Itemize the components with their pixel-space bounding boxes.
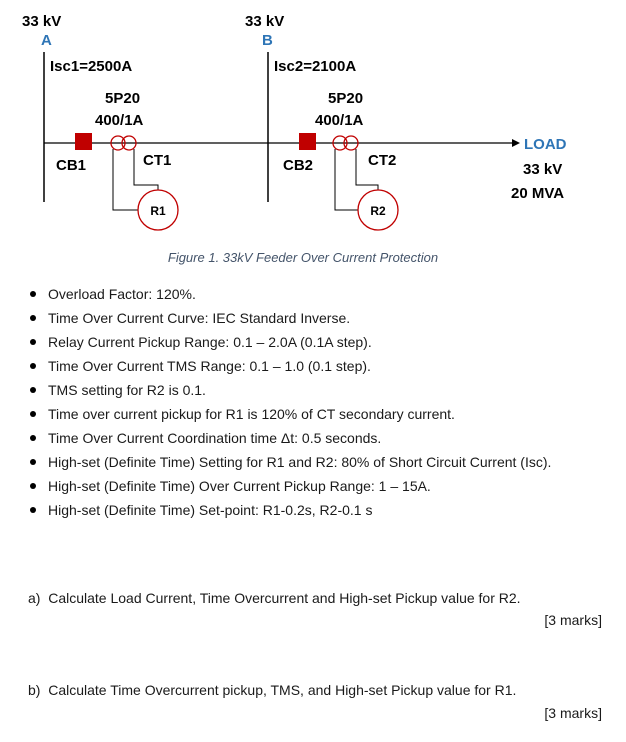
ct2-label: CT2: [368, 152, 397, 169]
figure-caption: Figure 1. 33kV Feeder Over Current Protection: [167, 250, 439, 265]
bus-a-isc: Isc1=2500A: [50, 58, 133, 75]
ct2-wire-left: [335, 149, 359, 210]
list-item: Time Over Current TMS Range: 0.1 – 1.0 (0.1 step).: [22, 356, 602, 376]
ct1-ratio: 400/1A: [95, 112, 144, 129]
load-power: 20 MVA: [511, 185, 565, 202]
load-label: LOAD: [524, 136, 567, 153]
ct1-label: CT1: [143, 152, 172, 169]
ct2-class: 5P20: [328, 90, 364, 107]
list-item: Relay Current Pickup Range: 0.1 – 2.0A (0.1A step).: [22, 332, 602, 352]
bus-b-isc: Isc2=2100A: [274, 58, 357, 75]
cb1-breaker: [75, 133, 92, 150]
list-item: Overload Factor: 120%.: [22, 284, 602, 304]
relay-r2-label: R2: [370, 204, 386, 218]
single-line-diagram: [0, 0, 626, 250]
cb2-label: CB2: [283, 157, 314, 174]
list-item: High-set (Definite Time) Over Current Pickup Range: 1 – 15A.: [22, 476, 602, 496]
relay-r1-label: R1: [150, 204, 166, 218]
ct1-wire-left: [113, 149, 140, 210]
list-item: High-set (Definite Time) Set-point: R1-0.2s, R2-0.1 s: [22, 500, 602, 520]
cb1-label: CB1: [56, 157, 87, 174]
load-voltage: 33 kV: [523, 161, 563, 178]
list-item: High-set (Definite Time) Setting for R1 and R2: 80% of Short Circuit Current (Isc).: [22, 452, 602, 472]
given-list: [22, 284, 602, 524]
list-item: TMS setting for R2 is 0.1.: [22, 380, 602, 400]
list-item: Time Over Current Coordination time Δt: 0.5 seconds.: [22, 428, 602, 448]
bus-a-voltage: 33 kV: [22, 13, 62, 30]
arrow-right-icon: [512, 139, 520, 147]
list-item: Time Over Current Curve: IEC Standard Inverse.: [22, 308, 602, 328]
cb2-breaker: [299, 133, 316, 150]
ct1-class: 5P20: [105, 90, 141, 107]
question-a: a) Calculate Load Current, Time Overcurrent and High-set Pickup value for R2.: [28, 590, 521, 606]
list-item: Time over current pickup for R1 is 120% of CT secondary current.: [22, 404, 602, 424]
question-b: b) Calculate Time Overcurrent pickup, TMS, and High-set Pickup value for R1.: [28, 682, 517, 698]
question-a-marks: [3 marks]: [544, 612, 602, 628]
bus-a-name: A: [41, 32, 52, 49]
ct2-ratio: 400/1A: [315, 112, 364, 129]
bus-b-name: B: [262, 32, 273, 49]
question-b-marks: [3 marks]: [544, 705, 602, 721]
bus-b-voltage: 33 kV: [245, 13, 285, 30]
